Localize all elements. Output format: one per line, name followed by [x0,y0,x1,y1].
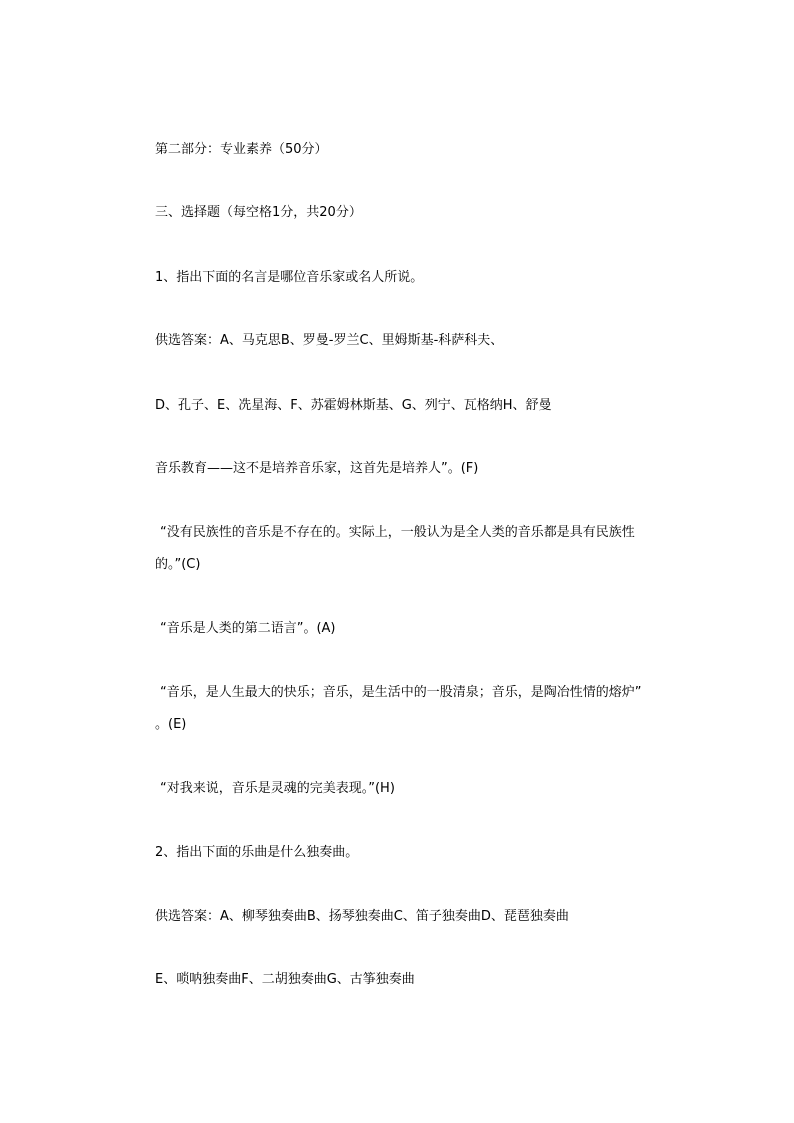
question-2-options-line2: E、唢呐独奏曲F、二胡独奏曲G、古筝独奏曲 [155,972,415,987]
question-1-options-line2: D、孔子、E、冼星海、F、苏霍姆林斯基、G、列宁、瓦格纳H、舒曼 [155,398,552,413]
quote-4-continuation: 。(E) [155,717,187,732]
question-2-options-line1: 供选答案：A、柳琴独奏曲B、扬琴独奏曲C、笛子独奏曲D、琵琶独奏曲 [155,909,569,924]
question-1-prompt: 1、指出下面的名言是哪位音乐家或名人所说。 [155,270,424,285]
question-type-heading: 三、选择题（每空格1分，共20分） [155,205,362,220]
question-2-prompt: 2、指出下面的乐曲是什么独奏曲。 [155,845,359,860]
section-title: 第二部分：专业素养（50分） [155,142,328,157]
quote-2-continuation: 的。”(C) [155,557,201,572]
quote-5: “对我来说，音乐是灵魂的完美表现。”(H) [160,781,395,796]
quote-3: “音乐是人类的第二语言”。(A) [160,621,336,636]
question-1-options-line1: 供选答案：A、马克思B、罗曼-罗兰C、里姆斯基-科萨科夫、 [155,333,504,348]
quote-2: “没有民族性的音乐是不存在的。实际上，一般认为是全人类的音乐都是具有民族性 [160,525,635,540]
quote-4: “音乐，是人生最大的快乐；音乐，是生活中的一股清泉；音乐，是陶冶性情的熔炉” [160,685,642,700]
quote-1: 音乐教育——这不是培养音乐家，这首先是培养人”。(F) [155,461,479,476]
